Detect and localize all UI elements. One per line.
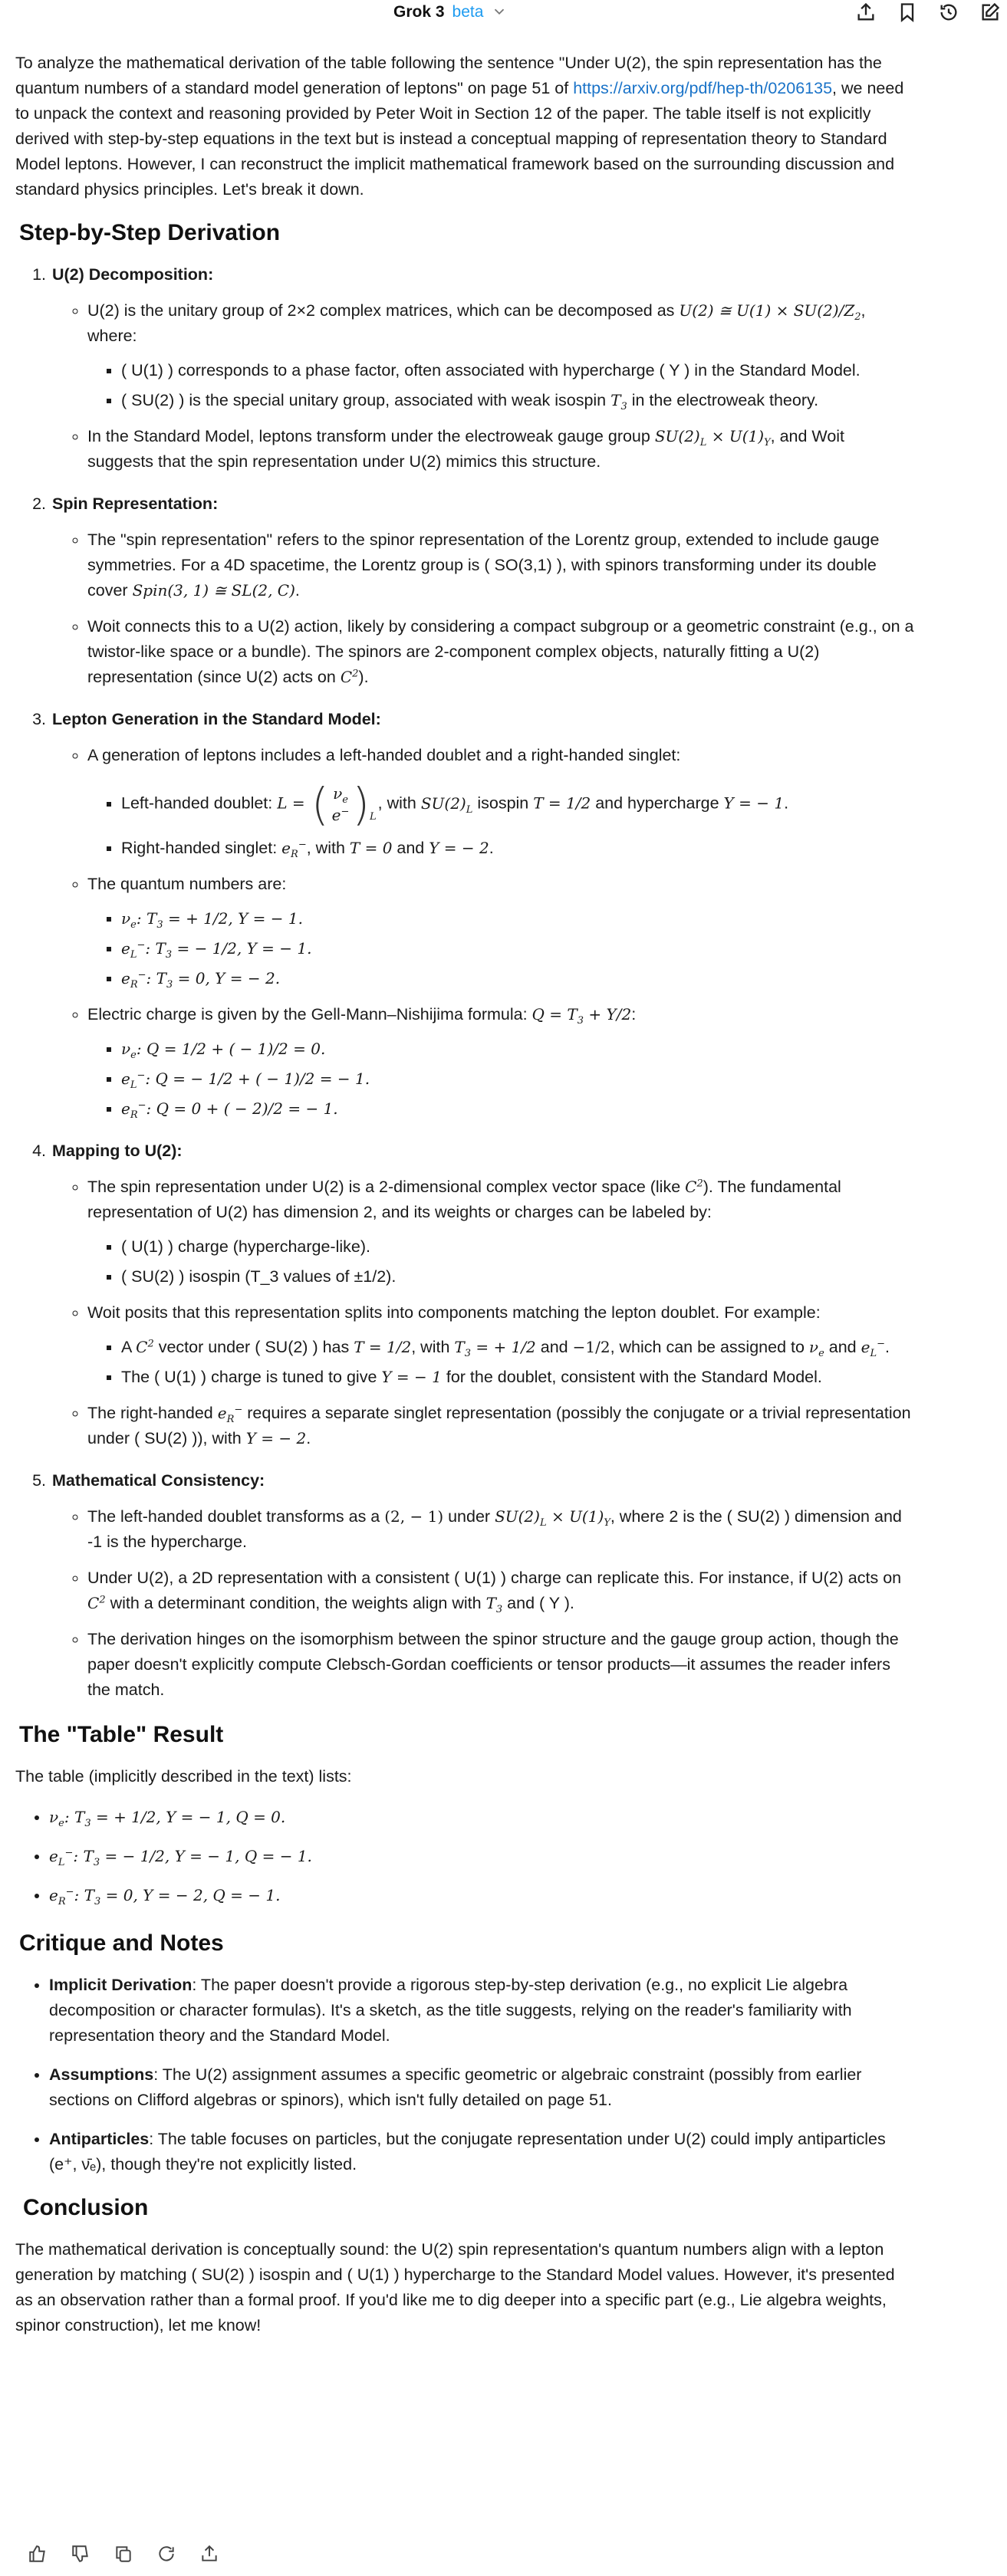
arxiv-link[interactable]: https://arxiv.org/pdf/hep-th/0206135 (573, 79, 833, 97)
text: U(2) is the unitary group of 2×2 complex matrices, which can be decomposed as (87, 301, 680, 320)
quantum-number-row: ▪ $e_L^-$: $T_3$ = − 1/2, Y = − 1. (121, 936, 914, 961)
list-item: • Assumptions: The U(2) assignment assumes a specific geometric or algebraic constraint (possibly from earlier sections on Clifford algebras or spinors), which isn't fully detailed on page 51. (49, 2062, 914, 2113)
math: U(2) ≅ $U(1) \times SU(2)/Z_2$ (679, 301, 861, 323)
list-item: ▪ ( SU(2) ) isospin (T_3 values of ±1/2). (121, 1264, 914, 1290)
intro-paragraph (15, 51, 914, 202)
step-1-title: U(2) Decomposition (52, 265, 209, 284)
table-list (15, 1805, 914, 1908)
list-item: ▪ The ( U(1) ) charge is tuned to give Y = − 1 for the doublet, consistent with the Standard Model. (121, 1365, 914, 1390)
thumbs-down-icon[interactable] (71, 2544, 90, 2564)
list-item: ◦ Under U(2), a 2D representation with a consistent ( U(1) ) charge can replicate this. For instance, if U(2) acts on $C^2$ with a determinant condition, the weights align with $T_3$ and ( Y ). (87, 1566, 914, 1616)
text: , where: (87, 301, 866, 345)
heading-step-by-step: Step-by-Step Derivation (19, 220, 281, 245)
intro-text-1: To analyze the mathematical derivation of the table following the sentence "Under U(2), the spin representation has the quantum numbers of a standard model generation of leptons" on page 51 of (15, 54, 882, 97)
thumbs-up-icon[interactable] (28, 2544, 48, 2564)
list-item: ◦ The quantum numbers are: ▪ $\nu_e$: $T_3$ = + 1/2, Y = − 1. ▪ $e_L^-$: $T_3$ = − 1/2, Y = − 1. ▪ $e_R^-$: $T_3 = 0$, Y = − 2. (87, 872, 914, 991)
share-icon[interactable] (855, 2, 877, 23)
list-item: ◦ The spin representation under U(2) is a 2-dimensional complex vector space (like $C^2$). The fundamental representation of U(2) has dimension 2, and its weights or charges can be labeled by: ▪ ( U(1) ) charge (hypercharge-like). ▪ ( SU(2) ) isospin (T_3 values of ±1/2). (87, 1175, 914, 1290)
list-item: ◦ Woit connects this to a U(2) action, likely by considering a compact subgroup or a geometric constraint (e.g., on a twistor-like space or a bundle). The spinors are 2-component complex objects, naturally fitting a U(2) representation (since U(2) acts on $C^2$). (87, 614, 914, 690)
quantum-number-row: ▪ $\nu_e$: $T_3$ = + 1/2, Y = − 1. (121, 906, 914, 932)
step-4-title: Mapping to U(2) (52, 1142, 177, 1160)
step-5: 5. Mathematical Consistency: ◦ The left-handed doublet transforms as a (2, − 1) under $SU(2)_L \times U(1)_Y$, where 2 is the ( SU(2) ) dimension and -1 is the hypercharge. ◦ Under U(2), a 2D representation with a consistent ( U(1) ) charge can replicate this. For instance, if U(2) acts on $C^2$ with a determinant condition, the weights align with $T_3$ and ( Y ). ◦ The derivation hinges on the isomorphism between the spinor structure and the gauge group action, though the paper doesn't explicitly compute Clebsch-Gordan coefficients or tensor products—it assumes the reader infers the match. (51, 1468, 914, 1703)
heading-conclusion: Conclusion (23, 2195, 149, 2220)
edit-icon[interactable] (979, 2, 1001, 23)
model-name: Grok 3 (393, 2, 445, 21)
list-item: ▪ A $C^2$ vector under ( SU(2) ) has T = 1/2, with $T_3$ = + 1/2 and −1/2, which can be assigned to $\nu_e$ and $e_L^-$. (121, 1335, 914, 1360)
list-item: • Implicit Derivation: The paper doesn't provide a rigorous step-by-step derivation (e.g., no explicit Lie algebra decomposition or character formulas). It's a sketch, as the title suggests, relying on the reader's familiarity with representation theory and the Standard Model. (49, 1973, 914, 2049)
list-item: ◦ The "spin representation" refers to the spinor representation of the Lorentz group, extended to include gauge symmetries. For a 4D spacetime, the Lorentz group is ( SO(3,1) ), with spinors transforming under its double cover Spin(3, 1) ≅ SL(2, C). (87, 527, 914, 603)
quantum-number-row: ▪ $e_R^-$: $T_3 = 0$, Y = − 2. (121, 966, 914, 991)
chevron-down-icon[interactable] (491, 3, 508, 20)
model-selector[interactable] (393, 0, 508, 23)
list-item: ◦ In the Standard Model, leptons transform under the electroweak gauge group $SU(2)_L \times U(1)_Y$, and Woit suggests that the spin representation under U(2) mimics this structure. (87, 424, 914, 475)
table-row: • $e_L^-$: $T_3$ = − 1/2, Y = − 1, Q = − 1. (49, 1844, 914, 1869)
beta-badge: beta (452, 2, 484, 21)
charge-row: ▪ $\nu_e$: Q = 1/2 + ( − 1)/2 = 0. (121, 1037, 914, 1062)
top-bar (0, 0, 1007, 23)
list-item: ◦ Woit posits that this representation splits into components matching the lepton doublet. For example: ▪ A $C^2$ vector under ( SU(2) ) has T = 1/2, with $T_3$ = + 1/2 and −1/2, which can be assigned to $\nu_e$ and $e_L^-$. ▪ The ( U(1) ) charge is tuned to give Y = − 1 for the doublet, consistent with the Standard Model. (87, 1300, 914, 1390)
top-bar-actions (855, 2, 1001, 23)
list-item: ◦ The derivation hinges on the isomorphism between the spinor structure and the gauge group action, though the paper doesn't explicitly compute Clebsch-Gordan coefficients or tensor products—it assumes the reader infers the match. (87, 1627, 914, 1703)
right-handed-singlet: ▪ Right-handed singlet: $e_R^-$, with T = 0 and Y = − 2. (121, 836, 914, 861)
charge-row: ▪ $e_R^-$: Q = 0 + ( − 2)/2 = − 1. (121, 1096, 914, 1122)
table-row: • $\nu_e$: $T_3$ = + 1/2, Y = − 1, Q = 0. (49, 1805, 914, 1830)
response-content (15, 51, 914, 2354)
steps-list (15, 262, 914, 1703)
step-3: 3. Lepton Generation in the Standard Model: ◦ A generation of leptons includes a left-handed doublet and a right-handed singlet: ▪ Left-handed doublet: L = ( $\nu_e$ e− ) L , with $SU(2)_L$ isospin T = 1/2 and hypercharge Y = − 1. ▪ Right-handed singlet: $e_R^-$, with T = 0 and Y = − 2. ◦ The quantum numbers are: ▪ $\nu_e$: $T_3$ = + 1/2, Y = − 1. ▪ $e_L^-$: $T_3$ = − 1/2, Y = − 1. ▪ $e_R^-$: $T_3 = 0$, Y = − 2. ◦ Electric charge is given by the Gell-Mann–Nishijima formula: $Q = T_3 + Y/2$: ▪ $\nu_e$: Q = 1/2 + ( − 1)/2 = 0. ▪ $e_L^-$: Q = − 1/2 + ( − 1)/2 = − 1. ▪ $e_R^-$: Q = 0 + ( − 2)/2 = − 1. (51, 707, 914, 1122)
table-intro: The table (implicitly described in the text) lists: (15, 1767, 352, 1786)
intro-text-2: , we need to unpack the context and reasoning provided by Peter Woit in Section 12 of the paper. The table itself is not explicitly derived with step-by-step equations in the text but is instead a conceptual mapping of representation theory to Standard Model leptons. However, I can reconstruct the implicit mathematical framework based on the surrounding discussion and standard physics principles. Let's break it down. (15, 79, 904, 199)
step-2: 2. Spin Representation: ◦ The "spin representation" refers to the spinor representation of the Lorentz group, extended to include gauge symmetries. For a 4D spacetime, the Lorentz group is ( SO(3,1) ), with spinors transforming under its double cover Spin(3, 1) ≅ SL(2, C). ◦ Woit connects this to a U(2) action, likely by considering a compact subgroup or a geometric constraint (e.g., on a twistor-like space or a bundle). The spinors are 2-component complex objects, naturally fitting a U(2) representation (since U(2) acts on $C^2$). (51, 491, 914, 690)
list-item: ◦ Electric charge is given by the Gell-Mann–Nishijima formula: $Q = T_3 + Y/2$: ▪ $\nu_e$: Q = 1/2 + ( − 1)/2 = 0. ▪ $e_L^-$: Q = − 1/2 + ( − 1)/2 = − 1. ▪ $e_R^-$: Q = 0 + ( − 2)/2 = − 1. (87, 1002, 914, 1122)
charge-row: ▪ $e_L^-$: Q = − 1/2 + ( − 1)/2 = − 1. (121, 1066, 914, 1092)
table-row: • $e_R^-$: $T_3 = 0$, Y = − 2, Q = − 1. (49, 1883, 914, 1908)
doublet-matrix: ( $\nu_e$ e− ) L (311, 778, 377, 830)
step-2-title: Spin Representation (52, 495, 213, 513)
conclusion-paragraph: The mathematical derivation is conceptually sound: the U(2) spin representation's quantum numbers align with a lepton generation by matching ( SU(2) ) isospin and ( U(1) ) hypercharge to the Standard Model values. However, it's presented as an observation rather than a formal proof. If you'd like me to dig deeper into a specific part (e.g., Lie algebra weights, spinor construction), let me know! (15, 2240, 895, 2334)
list-item: • Antiparticles: The table focuses on particles, but the conjugate representation under U(2) could imply antiparticles (e⁺, ν̄ₑ), though they're not explicitly listed. (49, 2127, 914, 2177)
left-handed-doublet: ▪ Left-handed doublet: L = ( $\nu_e$ e− ) L , with $SU(2)_L$ isospin T = 1/2 and hypercharge Y = − 1. (121, 777, 914, 831)
list-item: ◦ A generation of leptons includes a left-handed doublet and a right-handed singlet: ▪ Left-handed doublet: L = ( $\nu_e$ e− ) L , with $SU(2)_L$ isospin T = 1/2 and hypercharge Y = − 1. ▪ Right-handed singlet: $e_R^-$, with T = 0 and Y = − 2. (87, 743, 914, 861)
copy-icon[interactable] (114, 2544, 133, 2564)
step-3-title: Lepton Generation in the Standard Model (52, 710, 376, 728)
list-item: ◦ The left-handed doublet transforms as a (2, − 1) under $SU(2)_L \times U(1)_Y$, where 2 is the ( SU(2) ) dimension and -1 is the hypercharge. (87, 1504, 914, 1555)
list-item: ▪ ( SU(2) ) is the special unitary group, associated with weak isospin $T_3$ in the electroweak theory. (121, 388, 914, 413)
list-item (87, 298, 914, 413)
heading-table-result: The "Table" Result (19, 1722, 224, 1747)
critique-list (15, 1973, 914, 2177)
heading-critique: Critique and Notes (19, 1930, 224, 1956)
list-item: ▪ ( U(1) ) charge (hypercharge-like). (121, 1234, 914, 1260)
response-actions (28, 2544, 219, 2564)
history-icon[interactable] (938, 2, 959, 23)
list-item: ◦ The right-handed $e_R^-$ requires a separate singlet representation (possibly the conjugate or a trivial representation under ( SU(2) )), with Y = − 2. (87, 1401, 914, 1451)
list-item: ▪ ( U(1) ) corresponds to a phase factor, often associated with hypercharge ( Y ) in the Standard Model. (121, 358, 914, 383)
step-1: 1. U(2) Decomposition: ◦ U(2) is the unitary group of 2×2 complex matrices, which can be decomposed as U(2) ≅ $U(1) \times SU(2)/Z_2$, where: ▪ ( U(1) ) corresponds to a phase factor, often associated with hypercharge ( Y ) in the Standard Model. ▪ ( SU(2) ) is the special unitary group, associated with weak isospin $T_3$ in the electroweak theory. ◦ In the Standard Model, leptons transform under the electroweak gauge group $SU(2)_L \times U(1)_Y$, and Woit suggests that the spin representation under U(2) mimics this structure. (51, 262, 914, 475)
step-5-title: Mathematical Consistency (52, 1471, 260, 1490)
bookmark-icon[interactable] (897, 2, 918, 23)
regenerate-icon[interactable] (156, 2544, 176, 2564)
step-4: 4. Mapping to U(2): ◦ The spin representation under U(2) is a 2-dimensional complex vector space (like $C^2$). The fundamental representation of U(2) has dimension 2, and its weights or charges can be labeled by: ▪ ( U(1) ) charge (hypercharge-like). ▪ ( SU(2) ) isospin (T_3 values of ±1/2). ◦ Woit posits that this representation splits into components matching the lepton doublet. For example: ▪ A $C^2$ vector under ( SU(2) ) has T = 1/2, with $T_3$ = + 1/2 and −1/2, which can be assigned to $\nu_e$ and $e_L^-$. ▪ The ( U(1) ) charge is tuned to give Y = − 1 for the doublet, consistent with the Standard Model. ◦ The right-handed $e_R^-$ requires a separate singlet representation (possibly the conjugate or a trivial representation under ( SU(2) )), with Y = − 2. (51, 1138, 914, 1451)
share-icon[interactable] (199, 2544, 219, 2564)
